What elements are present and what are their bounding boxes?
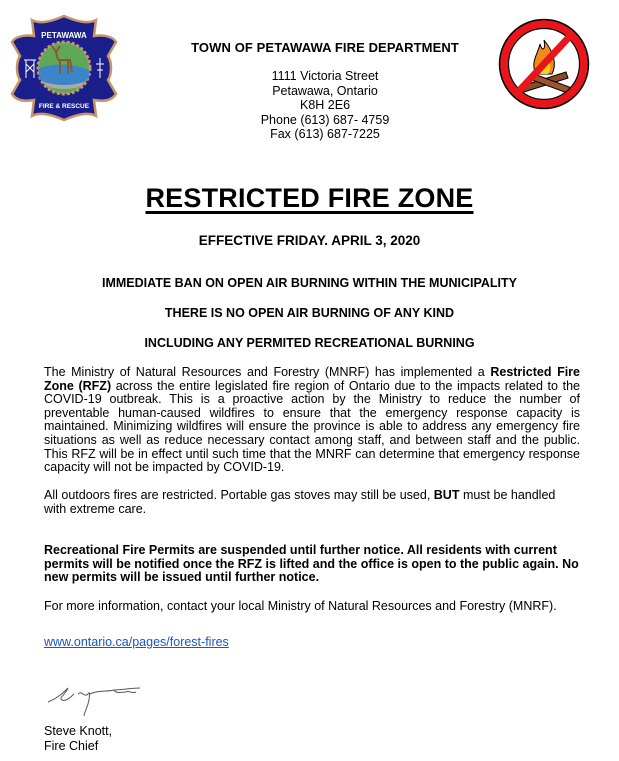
logo-top-text: PETAWAWA — [41, 31, 87, 40]
p2-text-a: All outdoors fires are restricted. Portable gas stoves may still be used, — [44, 488, 434, 502]
forest-fires-link[interactable]: www.ontario.ca/pages/forest-fires — [44, 635, 229, 649]
logo-bottom-text: FIRE & RESCUE — [38, 103, 90, 110]
paragraph-more-info: For more information, contact your local Ministry of Natural Resources and Forestry (MNRF). — [44, 599, 557, 613]
department-name: TOWN OF PETAWAWA FIRE DEPARTMENT — [191, 40, 459, 55]
signatory-role: Fire Chief — [44, 738, 99, 753]
title-text: RESTRICTED FIRE ZONE — [145, 183, 474, 213]
ban-line-2: THERE IS NO OPEN AIR BURNING OF ANY KIND — [164, 306, 455, 320]
paragraph-outdoor-fires — [44, 489, 580, 516]
no-campfire-icon — [494, 14, 594, 114]
ban-line-1: IMMEDIATE BAN ON OPEN AIR BURNING WITHIN THE MUNICIPALITY — [101, 276, 518, 290]
petawawa-fire-rescue-logo — [8, 12, 120, 124]
p1-bold: Restricted Fire Zone (RFZ) — [44, 365, 580, 393]
effective-date: EFFECTIVE FRIDAY. APRIL 3, 2020 — [198, 233, 421, 248]
address-street: 1111 Victoria Street — [271, 69, 379, 83]
p2-bold: BUT — [433, 488, 460, 502]
address-fax: Fax (613) 687-7225 — [270, 127, 380, 142]
p1-text-a: The Ministry of Natural Resources and Forestry (MNRF) has implemented a — [44, 365, 491, 379]
p2-text-b: must be handled with extreme care. — [44, 488, 556, 516]
page-title — [0, 183, 619, 214]
address-phone: Phone (613) 687- 4759 — [260, 112, 390, 127]
signature-image — [44, 680, 154, 720]
department-address — [150, 69, 500, 142]
paragraph-mnrf-rfz — [44, 366, 580, 475]
p1-text-b: across the entire legislated fire region of Ontario due to the impacts related to the COVID-19 outbreak. This is a proactive action by the Ministry to reduce the number of preventable human-caused wildfires to ensure that the emergency response capacity is maintained. Minimizing wildfires will ensure the province is able to address any emergency fire situations as well as reduce necessary contact among staff, and between staff and the public. This RFZ will be in effect until such time that the MNRF can determine that emergency response capacity will not be impacted by COVID-19. — [44, 378, 580, 475]
department-header — [150, 40, 500, 142]
paragraph-permits-suspended: Recreational Fire Permits are suspended until further notice. All residents with current permits will be notified once the RFZ is lifted and the office is open to the public again. No new permits will be issued until further notice. — [44, 543, 579, 585]
address-postal: K8H 2E6 — [299, 98, 351, 113]
signatory-name: Steve Knott, — [44, 724, 113, 738]
signatory — [44, 724, 112, 753]
ban-line-3: INCLUDING ANY PERMITED RECREATIONAL BURNING — [144, 336, 475, 350]
address-city: Petawawa, Ontario — [272, 83, 378, 98]
